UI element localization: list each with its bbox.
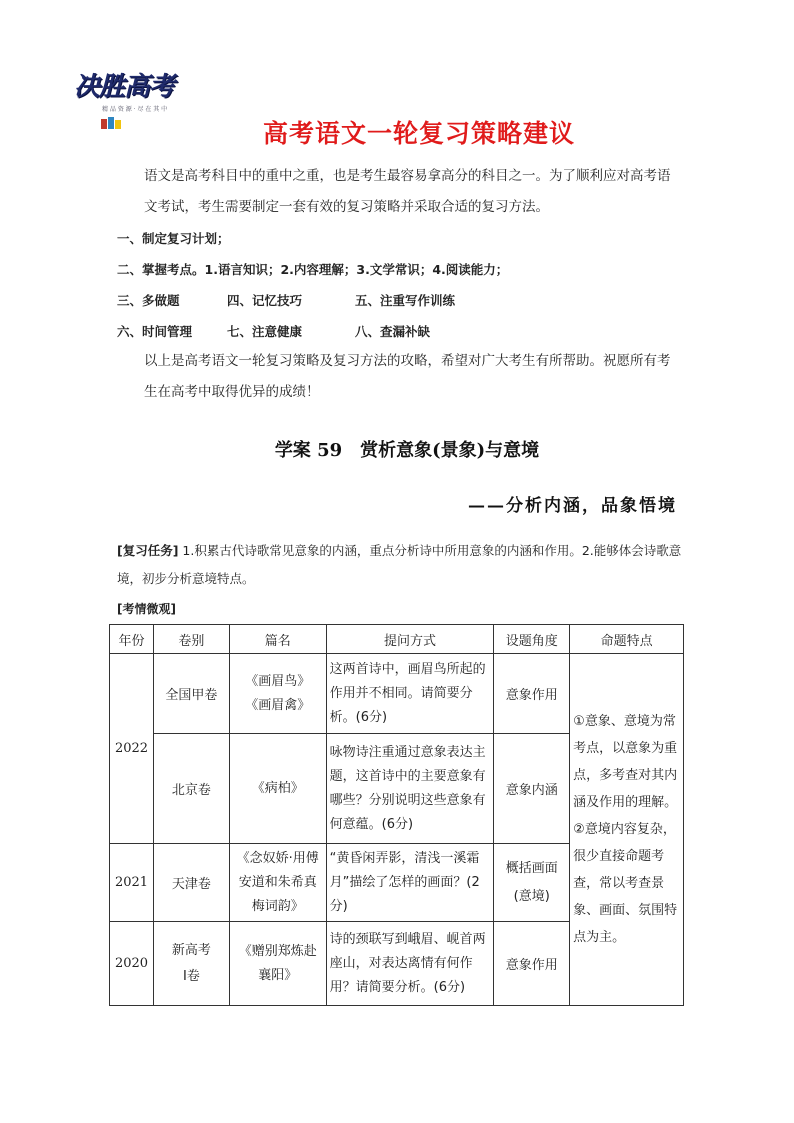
strategy-item-8: 八、查漏补缺 xyxy=(355,324,431,339)
year-cell: 2022 xyxy=(110,654,154,844)
strategy-row-3 xyxy=(117,291,455,309)
intro-text: 语文是高考科目中的重中之重，也是考生最容易拿高分的科目之一。为了顺利应对高考语文考试，考生需要制定一套有效的复习策略并采取合适的复习方法。 xyxy=(144,168,671,215)
review-task-text: 1.积累古代诗歌常见意象的内涵，重点分析诗中所用意象的内涵和作用。2.能够体会诗歌意境，初步分析意境特点。 xyxy=(117,543,682,586)
title-cell: 《赠别郑炼赴襄阳》 xyxy=(229,922,326,1006)
conclusion-text: 以上是高考语文一轮复习策略及复习方法的攻略，希望对广大考生有所帮助。祝愿所有考生在高考中取得优异的成绩！ xyxy=(144,353,671,400)
year-cell: 2021 xyxy=(110,844,154,922)
review-task-tag: [复习任务] xyxy=(117,543,179,558)
angle-cell: 概括画面 (意境) xyxy=(494,844,570,922)
question-cell: “黄昏闲弄影，清浅一溪霜月”描绘了怎样的画面？(2分) xyxy=(326,844,494,922)
intro-paragraph xyxy=(117,161,679,223)
angle-cell: 意象内涵 xyxy=(494,734,570,844)
page-title: 高考语文一轮复习策略建议 xyxy=(262,119,575,148)
logo-text: 决胜高考 xyxy=(74,72,175,102)
case-subtitle: ——分析内涵，品象悟境 xyxy=(468,496,677,516)
header-feature: 命题特点 xyxy=(570,625,684,654)
title-cell: 《画眉鸟》 《画眉禽》 xyxy=(229,654,326,734)
strategy-item-3: 三、多做题 xyxy=(117,293,180,308)
table-header-row xyxy=(110,625,684,654)
logo-tagline: 精 品 资 源 · 尽 在 其 中 xyxy=(102,106,168,113)
header-paper: 卷别 xyxy=(153,625,229,654)
paper-cell: 新高考 Ⅰ卷 xyxy=(153,922,229,1006)
angle-cell: 意象作用 xyxy=(494,654,570,734)
exam-table xyxy=(109,624,684,1006)
kaoqing-tag: [考情微观] xyxy=(117,602,176,616)
table-row xyxy=(110,654,684,734)
year-cell: 2020 xyxy=(110,922,154,1006)
strategy-item-2: 二、掌握考点。1.语言知识；2.内容理解；3.文学常识；4.阅读能力； xyxy=(117,262,509,277)
title-cell: 《念奴娇·用傅安道和朱希真梅词韵》 xyxy=(229,844,326,922)
review-task xyxy=(117,537,682,593)
strategy-row-4 xyxy=(117,322,430,340)
header-title: 篇名 xyxy=(229,625,326,654)
conclusion-paragraph xyxy=(117,346,679,408)
header-angle: 设题角度 xyxy=(494,625,570,654)
paper-cell: 全国甲卷 xyxy=(153,654,229,734)
question-cell: 咏物诗注重通过意象表达主题，这首诗中的主要意象有哪些？分别说明这些意象有何意蕴。(6分) xyxy=(326,734,494,844)
angle-cell: 意象作用 xyxy=(494,922,570,1006)
strategy-item-6: 六、时间管理 xyxy=(117,324,193,339)
strategy-item-5: 五、注重写作训练 xyxy=(355,293,456,308)
strategy-item-1: 一、制定复习计划； xyxy=(117,231,230,246)
strategy-item-4: 四、记忆技巧 xyxy=(227,293,303,308)
strategy-item-7: 七、注意健康 xyxy=(227,324,303,339)
title-cell: 《病柏》 xyxy=(229,734,326,844)
question-cell: 这两首诗中，画眉鸟所起的作用并不相同。请简要分析。(6分) xyxy=(326,654,494,734)
paper-cell: 北京卷 xyxy=(153,734,229,844)
case-title: 学案 59 赏析意象(景象)与意境 xyxy=(274,440,540,461)
paper-cell: 天津卷 xyxy=(153,844,229,922)
header-question: 提问方式 xyxy=(326,625,494,654)
header-year: 年份 xyxy=(110,625,154,654)
question-cell: 诗的颈联写到峨眉、岘首两座山，对表达离情有何作用？请简要分析。(6分) xyxy=(326,922,494,1006)
feature-cell: ①意象、意境为常考点，以意象为重点，多考查对其内涵及作用的理解。 ②意境内容复杂，很少直接命题考查，常以考查景象、画面、氛围特点为主。 xyxy=(570,654,684,1006)
